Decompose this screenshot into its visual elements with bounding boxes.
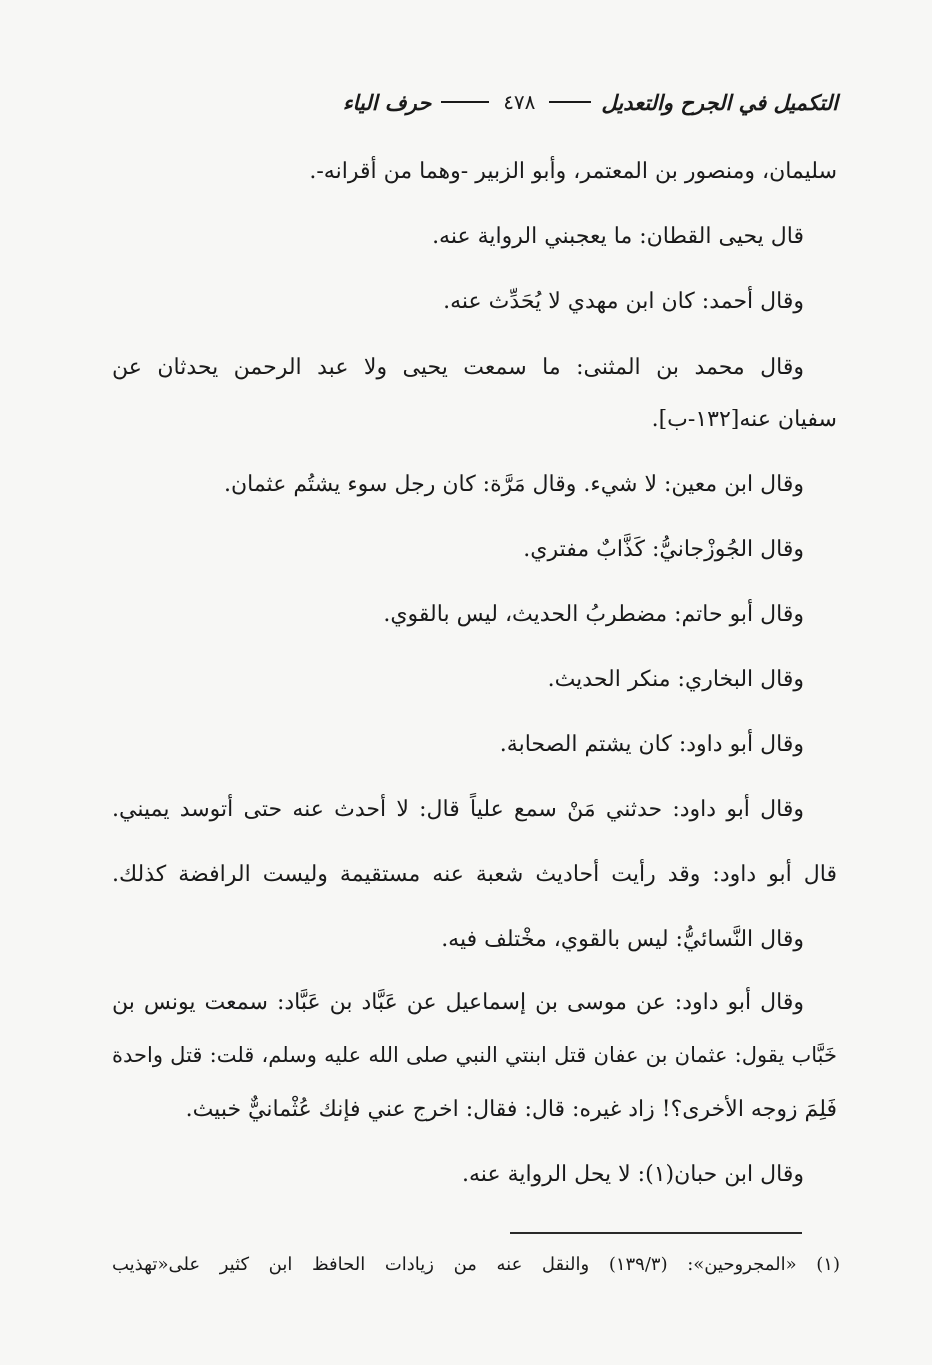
- text-line: وقال ابن معين: لا شيء. وقال مَرَّة: كان رجل سوء يشتُم عثمان.: [223, 472, 804, 497]
- text-line: فَلِمَ زوجه الأخرى؟! زاد غيره: قال: فقال: اخرج عني فإنك عُثْمانيٌّ خبيث.: [185, 1097, 837, 1122]
- text-line: سليمان، ومنصور بن المعتمر، وأبو الزبير -وهما من أقرانه-.: [309, 159, 837, 184]
- text-line: وقال أبو داود: كان يشتم الصحابة.: [499, 732, 804, 757]
- text-line: سفيان عنه[١٣٢-ب].: [651, 407, 837, 432]
- text-line: وقال ابن حبان(١): لا يحل الرواية عنه.: [462, 1162, 804, 1187]
- text-line: وقال أبو داود: عن موسى بن إسماعيل عن عَبَّاد بن عَبَّاد: سمعت يونس بن: [112, 990, 804, 1015]
- text-line: وقال أبو حاتم: مضطربُ الحديث، ليس بالقوي.: [383, 602, 804, 627]
- footnote-separator: [510, 1232, 802, 1234]
- footnote: (١) «المجروحين»: (١٣٩/٣) والنقل عنه من زيادات الحافظ ابن كثير على«تهذيب: [112, 1254, 840, 1275]
- text-line: وقال محمد بن المثنى: ما سمعت يحيى ولا عبد الرحمن يحدثان عن: [112, 355, 804, 380]
- text-line: وقال البخاري: منكر الحديث.: [547, 667, 804, 692]
- running-header: [150, 82, 840, 122]
- header-dash: [441, 101, 489, 103]
- header-dash: [549, 101, 591, 103]
- text-line: وقال أحمد: كان ابن مهدي لا يُحَدِّث عنه.: [443, 289, 804, 314]
- page-number: ٤٧٨: [503, 90, 536, 114]
- text-line: وقال الجُوزْجانيُّ: كَذَّابٌ مفتري.: [523, 537, 804, 562]
- text-line: قال أبو داود: وقد رأيت أحاديث شعبة عنه مستقيمة وليست الرافضة كذلك.: [112, 862, 837, 887]
- header-section: حرف الياء: [342, 89, 432, 115]
- text-line: قال يحيى القطان: ما يعجبني الرواية عنه.: [432, 224, 804, 249]
- text-line: وقال أبو داود: حدثني مَنْ سمع علياً قال: لا أحدث عنه حتى أتوسد يميني.: [112, 797, 804, 822]
- text-line: خَبَّاب يقول: عثمان بن عفان قتل ابنتي النبي صلى الله عليه وسلم، قلت: قتل واحدة: [112, 1043, 837, 1067]
- header-book-title: التكميل في الجرح والتعديل: [601, 89, 838, 115]
- text-line: وقال النَّسائيُّ: ليس بالقوي، مخْتلف فيه.: [441, 927, 804, 952]
